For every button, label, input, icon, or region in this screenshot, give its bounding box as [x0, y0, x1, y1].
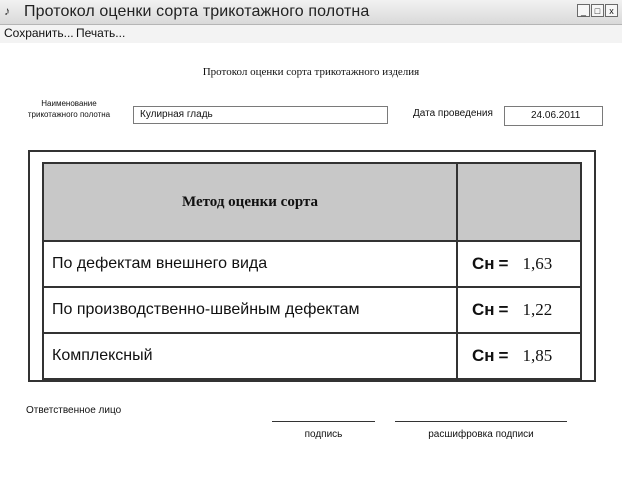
table-row: [43, 241, 581, 287]
table-row: [43, 287, 581, 333]
value-cell: [457, 287, 581, 333]
sn-value: 1,22: [522, 300, 553, 319]
fabric-name-value: Кулирная гладь: [140, 109, 213, 120]
date-value: 24.06.2011: [531, 110, 581, 121]
value-cell: [457, 333, 581, 379]
method-header: Метод оценки сорта: [43, 163, 457, 241]
date-field[interactable]: [504, 106, 603, 126]
maximize-button[interactable]: □: [591, 4, 604, 17]
sn-value: 1,85: [522, 346, 553, 365]
signature-line: [272, 421, 375, 422]
sn-label: Сн: [472, 346, 495, 365]
close-button[interactable]: x: [605, 4, 618, 17]
equals-sign: =: [498, 346, 509, 365]
minimize-button[interactable]: _: [577, 4, 590, 17]
menu-print[interactable]: Печать...: [76, 26, 126, 40]
date-label: Дата проведения: [413, 108, 493, 119]
signature-caption: подпись: [304, 429, 343, 440]
menu-bar: [0, 25, 622, 43]
value-cell: [457, 241, 581, 287]
method-cell: Комплексный: [43, 333, 457, 379]
method-cell: По дефектам внешнего вида: [43, 241, 457, 287]
table-row: [43, 333, 581, 379]
menu-save[interactable]: Сохранить...: [4, 26, 74, 40]
sn-label: Сн: [472, 254, 495, 273]
value-header: [457, 163, 581, 241]
sn-value: 1,63: [522, 254, 553, 273]
title-bar: [0, 0, 622, 25]
table-header-row: [43, 163, 581, 241]
document-title: Протокол оценки сорта трикотажного изделия: [202, 66, 420, 78]
responsible-person-label: Ответственное лицо: [26, 405, 122, 416]
fabric-name-field[interactable]: [133, 106, 388, 124]
sn-label: Сн: [472, 300, 495, 319]
window-title: Протокол оценки сорта трикотажного полотна: [24, 3, 370, 20]
signature-decode-line: [395, 421, 567, 422]
signature-decode-caption: расшифровка подписи: [428, 429, 534, 440]
equals-sign: =: [498, 300, 509, 319]
fabric-label: Наименование трикотажного полотна: [27, 99, 111, 119]
app-icon: ♪: [4, 4, 10, 18]
method-cell: По производственно-швейным дефектам: [43, 287, 457, 333]
equals-sign: =: [498, 254, 509, 273]
grade-table: [42, 162, 582, 380]
